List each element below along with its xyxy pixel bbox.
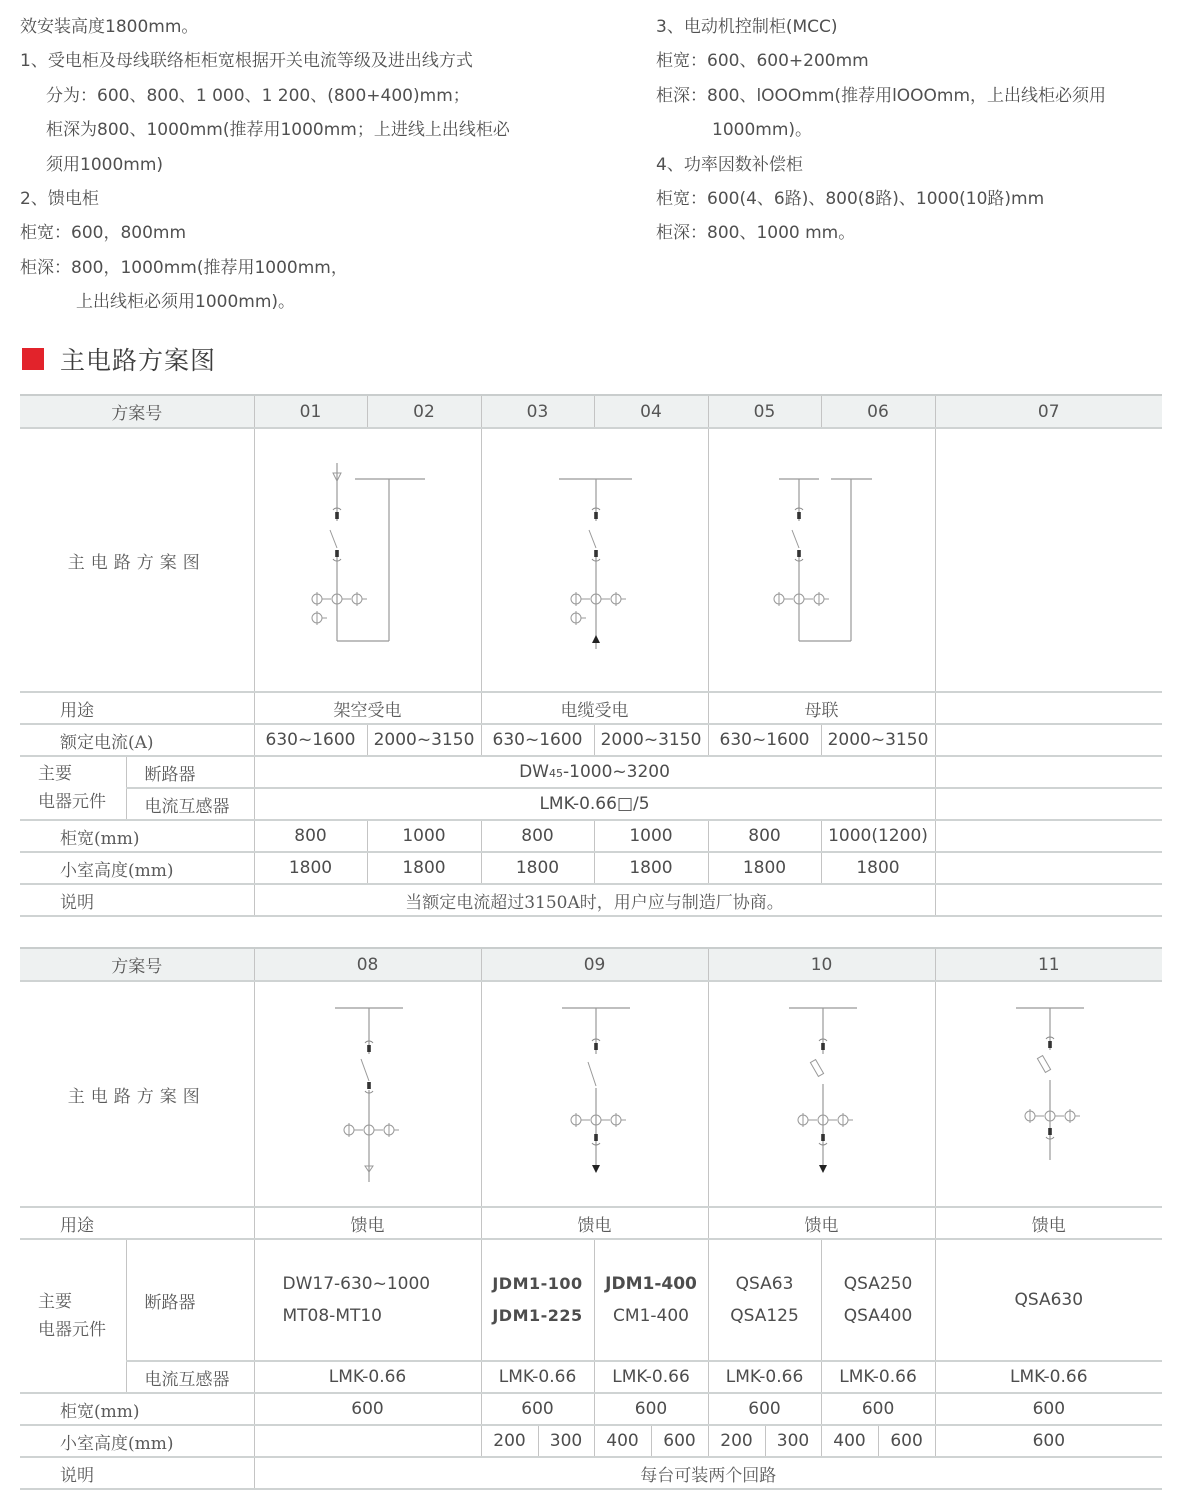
breaker-value-10a [708, 1239, 821, 1361]
diagram-05-06 [708, 428, 935, 692]
room-height-value: 200 [481, 1425, 538, 1457]
breaker-model: MT08-MT10 [282, 1306, 383, 1326]
width-value: 600 [935, 1393, 1162, 1425]
intro-line: 柜深：800，1000mm(推荐用1000mm， [20, 257, 348, 278]
diagram-09 [481, 981, 708, 1207]
intro-line: 柜宽：600(4、6路)、800(8路)、1000(10路)mm [656, 189, 1045, 210]
intro-line: 1000mm)。 [712, 120, 813, 141]
intro-line: 上出线柜必须用1000mm)。 [76, 292, 296, 313]
main-components-label-line2: 电器元件 [38, 1320, 106, 1340]
overhead-incoming-circuit-icon [255, 429, 482, 691]
intro-line: 2、馈电柜 [20, 189, 99, 210]
intro-line: 3、电动机控制柜(MCC) [656, 17, 838, 37]
breaker-model: QSA63 [735, 1274, 794, 1294]
usage-value: 馈电 [481, 1207, 708, 1239]
room-height-value: 600 [878, 1425, 935, 1457]
scheme-no: 01 [254, 395, 367, 428]
main-components-label-line2: 电器元件 [38, 792, 106, 812]
note-value: 当额定电流超过3150A时，用户应与制造厂协商。 [254, 884, 935, 916]
room-height-value: 1800 [594, 852, 708, 884]
scheme-no: 05 [708, 395, 821, 428]
scheme-no: 07 [935, 395, 1162, 428]
room-height-value: 1800 [254, 852, 367, 884]
empty-cell [935, 724, 1162, 756]
diagram-10 [708, 981, 935, 1207]
breaker-model: QSA250 [843, 1274, 913, 1294]
breaker-row [20, 1239, 1162, 1361]
empty-cell [935, 884, 1162, 916]
diagram-row [20, 981, 1162, 1207]
diagram-label: 主电路方案图 [20, 428, 254, 692]
ct-value: LMK-0.66 [821, 1361, 935, 1393]
room-height-value [254, 1425, 481, 1457]
diagram-08 [254, 981, 481, 1207]
ct-value: LMK-0.66 [481, 1361, 594, 1393]
room-height-value: 1800 [481, 852, 594, 884]
breaker-prefix: DW [519, 762, 549, 782]
scheme-no: 03 [481, 395, 594, 428]
breaker-model: CM1-400 [613, 1306, 689, 1326]
diagram-07 [935, 428, 1162, 692]
red-square-bullet-icon [22, 348, 44, 370]
usage-row [20, 1207, 1162, 1239]
breaker-subscript: 45 [549, 767, 563, 780]
width-value: 600 [594, 1393, 708, 1425]
room-height-value: 400 [594, 1425, 651, 1457]
ct-row [20, 788, 1162, 820]
scheme-no: 06 [821, 395, 935, 428]
room-height-value: 300 [765, 1425, 821, 1457]
breaker-model: QSA400 [843, 1306, 913, 1326]
ct-label: 电流互感器 [126, 788, 254, 820]
breaker-label: 断路器 [126, 1239, 254, 1361]
room-height-row [20, 852, 1162, 884]
scheme-no: 08 [254, 948, 481, 981]
breaker-model: JDM1-100 [492, 1274, 583, 1293]
scheme-no-label: 方案号 [20, 395, 254, 428]
empty-cell [935, 692, 1162, 724]
scheme-table-1 [20, 394, 1162, 917]
intro-line: 柜深：800、1000 mm。 [656, 223, 856, 244]
diagram-row [20, 428, 1162, 692]
header-row [20, 948, 1162, 981]
main-components-label [20, 756, 126, 820]
breaker-model: JDM1-225 [492, 1306, 583, 1325]
usage-row [20, 692, 1162, 724]
intro-line: 须用1000mm) [46, 154, 164, 175]
main-components-label-line1: 主要 [38, 1292, 72, 1312]
scheme-table-2 [20, 947, 1162, 1490]
breaker-model: QSA125 [730, 1306, 799, 1326]
room-height-value: 1800 [367, 852, 481, 884]
width-value: 800 [481, 820, 594, 852]
width-value: 600 [481, 1393, 594, 1425]
empty-cell [935, 820, 1162, 852]
ct-row [20, 1361, 1162, 1393]
cable-incoming-circuit-icon [482, 429, 709, 691]
usage-value: 馈电 [254, 1207, 481, 1239]
scheme-no: 10 [708, 948, 935, 981]
scheme-no: 02 [367, 395, 481, 428]
room-height-value: 400 [821, 1425, 878, 1457]
ct-value: LMK-0.66□/5 [254, 788, 935, 820]
intro-line: 1、受电柜及母线联络柜柜宽根据开关电流等级及进出线方式 [20, 51, 473, 72]
ct-label: 电流互感器 [126, 1361, 254, 1393]
header-row [20, 395, 1162, 428]
rated-current-value: 2000~3150 [594, 724, 708, 756]
main-components-label [20, 1239, 126, 1393]
intro-line: 柜深：800、lOOOmm(推荐用lOOOmm，上出线柜必须用 [656, 85, 1107, 106]
rated-current-value: 2000~3150 [821, 724, 935, 756]
usage-value: 馈电 [935, 1207, 1162, 1239]
scheme-no: 09 [481, 948, 708, 981]
ct-value: LMK-0.66 [708, 1361, 821, 1393]
feeder-circuit-breaker-icon [255, 982, 482, 1206]
note-label: 说明 [20, 1457, 254, 1489]
usage-value: 电缆受电 [481, 692, 708, 724]
width-value: 600 [821, 1393, 935, 1425]
intro-right-column [656, 10, 1196, 251]
rated-current-label: 额定电流(A) [20, 724, 254, 756]
breaker-model: DW17-630~1000 [282, 1274, 431, 1294]
room-height-label: 小室高度(mm) [20, 1425, 254, 1457]
usage-value: 母联 [708, 692, 935, 724]
room-height-value: 600 [935, 1425, 1162, 1457]
ct-value: LMK-0.66 [935, 1361, 1162, 1393]
main-components-label-line1: 主要 [38, 764, 72, 784]
room-height-label: 小室高度(mm) [20, 852, 254, 884]
rated-current-value: 630~1600 [254, 724, 367, 756]
note-row [20, 1457, 1162, 1489]
width-value: 1000 [367, 820, 481, 852]
section-heading [22, 342, 216, 376]
bus-tie-circuit-icon [709, 429, 936, 691]
feeder-fuse-switch-large-icon [936, 982, 1163, 1206]
breaker-row [20, 756, 1162, 788]
intro-line: 柜宽：600、600+200mm [656, 51, 869, 72]
usage-value: 馈电 [708, 1207, 935, 1239]
intro-line: 4、功率因数补偿柜 [656, 154, 803, 175]
width-value: 800 [708, 820, 821, 852]
width-row [20, 1393, 1162, 1425]
breaker-label: 断路器 [126, 756, 254, 788]
scheme-no: 04 [594, 395, 708, 428]
room-height-value: 600 [651, 1425, 708, 1457]
diagram-01-02 [254, 428, 481, 692]
intro-line: 效安装高度1800mm。 [20, 17, 199, 37]
intro-line: 分为：600、800、1 000、1 200、(800+400)mm； [46, 85, 470, 106]
width-value: 1000 [594, 820, 708, 852]
ct-value: LMK-0.66 [254, 1361, 481, 1393]
scheme-no: 11 [935, 948, 1162, 981]
intro-line: 柜深为800、1000mm(推荐用1000mm；上进线上出线柜必 [46, 120, 510, 141]
breaker-value-11: QSA630 [935, 1239, 1162, 1361]
section-title: 主电路方案图 [60, 346, 217, 375]
rated-current-value: 2000~3150 [367, 724, 481, 756]
feeder-mccb-icon [482, 982, 709, 1206]
width-value: 600 [708, 1393, 821, 1425]
note-label: 说明 [20, 884, 254, 916]
room-height-row [20, 1425, 1162, 1457]
rated-current-row [20, 724, 1162, 756]
breaker-value [254, 756, 935, 788]
usage-label: 用途 [20, 692, 254, 724]
intro-line: 柜宽：600，800mm [20, 223, 187, 244]
room-height-value: 1800 [708, 852, 821, 884]
breaker-value-09a [481, 1239, 594, 1361]
empty-cell [935, 852, 1162, 884]
note-row [20, 884, 1162, 916]
scheme-no-label: 方案号 [20, 948, 254, 981]
empty-cell [935, 788, 1162, 820]
diagram-03-04 [481, 428, 708, 692]
rated-current-value: 630~1600 [481, 724, 594, 756]
breaker-value-09b [594, 1239, 708, 1361]
breaker-model: JDM1-400 [605, 1274, 697, 1294]
intro-left-column [20, 10, 620, 320]
width-label: 柜宽(mm) [20, 1393, 254, 1425]
width-value: 600 [254, 1393, 481, 1425]
ct-value: LMK-0.66 [594, 1361, 708, 1393]
breaker-suffix: -1000~3200 [563, 762, 670, 782]
feeder-fuse-switch-icon [709, 982, 936, 1206]
usage-label: 用途 [20, 1207, 254, 1239]
width-row [20, 820, 1162, 852]
room-height-value: 200 [708, 1425, 765, 1457]
room-height-value: 1800 [821, 852, 935, 884]
rated-current-value: 630~1600 [708, 724, 821, 756]
room-height-value: 300 [538, 1425, 594, 1457]
width-label: 柜宽(mm) [20, 820, 254, 852]
width-value: 800 [254, 820, 367, 852]
usage-value: 架空受电 [254, 692, 481, 724]
width-value: 1000(1200) [821, 820, 935, 852]
empty-cell [935, 756, 1162, 788]
note-value: 每台可装两个回路 [254, 1457, 1162, 1489]
diagram-11 [935, 981, 1162, 1207]
breaker-value-08 [254, 1239, 481, 1361]
breaker-value-10b [821, 1239, 935, 1361]
diagram-label: 主电路方案图 [20, 981, 254, 1207]
